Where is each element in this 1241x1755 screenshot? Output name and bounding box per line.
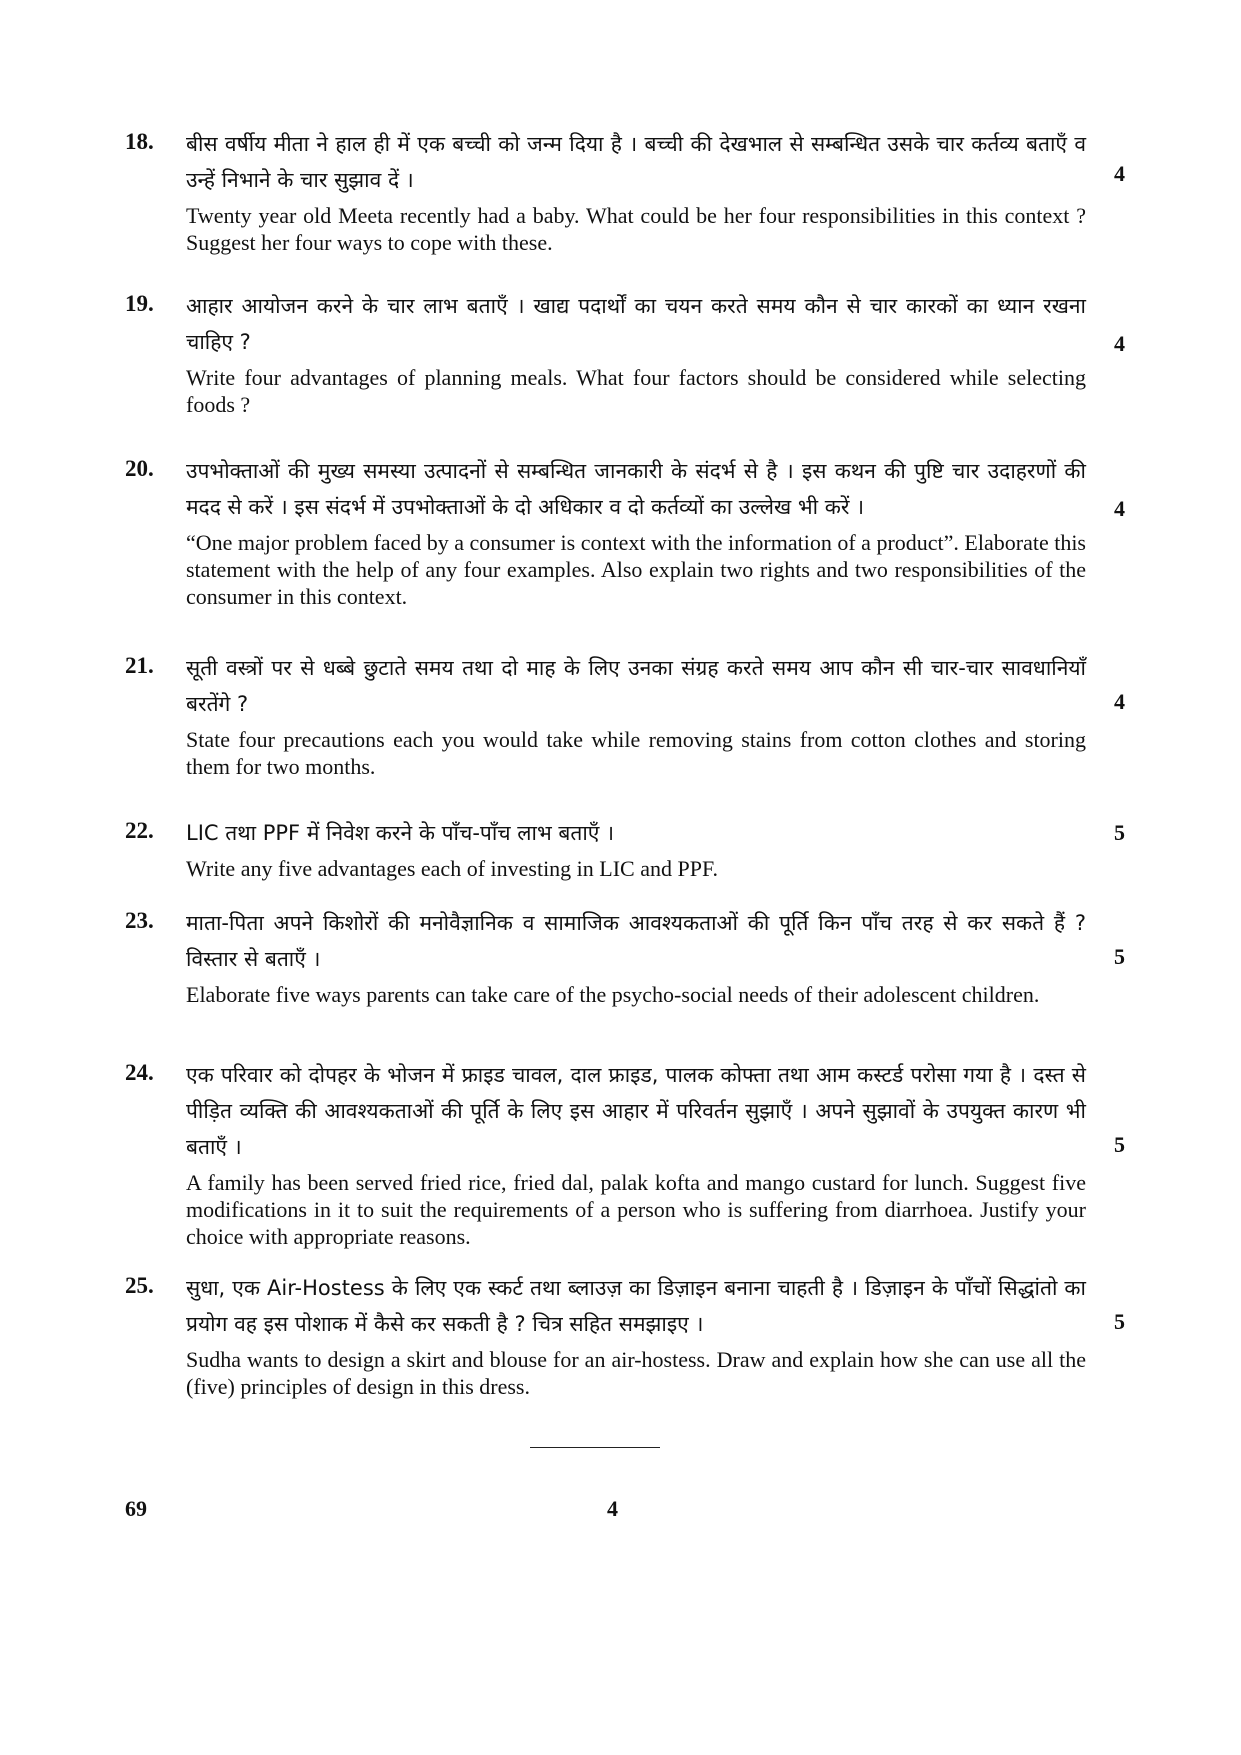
question-text-english: Sudha wants to design a skirt and blouse for an air-hostess. Draw and explain how she can use all the (five) principles of design in this dress. — [186, 1347, 1086, 1399]
question-marks: 5 — [1114, 1309, 1125, 1334]
end-rule — [530, 1447, 660, 1448]
question-text-hindi: माता-पिता अपने किशोरों की मनोवैज्ञानिक व सामाजिक आवश्यकताओं की पूर्ति किन पाँच तरह से कर सकते हैं ? विस्तार से बताएँ । — [186, 911, 1086, 971]
question-body — [186, 1057, 1086, 1250]
question-number: 20. — [125, 456, 154, 481]
question-marks: 4 — [1114, 496, 1125, 521]
question-text-english: Elaborate five ways parents can take care of the psycho-social needs of their adolescent children. — [186, 982, 1040, 1007]
question-body — [186, 905, 1086, 1008]
question-text-hindi: आहार आयोजन करने के चार लाभ बताएँ । खाद्य पदार्थों का चयन करते समय कौन से चार कारकों का ध्यान रखना चाहिए ? — [186, 294, 1086, 354]
question-marks: 5 — [1114, 820, 1125, 845]
question-number: 23. — [125, 908, 154, 933]
question-text-english: A family has been served fried rice, fried dal, palak kofta and mango custard for lunch. Suggest five modifications in it to suit the requirements of a person who is suffering from diarrhoea. Justify your choice with appropriate reasons. — [186, 1170, 1086, 1249]
question-marks: 4 — [1114, 689, 1125, 714]
question-number: 18. — [125, 129, 154, 154]
question-number: 22. — [125, 818, 154, 843]
question-marks: 5 — [1114, 1132, 1125, 1157]
question-number: 19. — [125, 291, 154, 316]
question-text-english: State four precautions each you would take while removing stains from cotton clothes and storing them for two months. — [186, 727, 1086, 779]
question-body — [186, 288, 1086, 418]
question-body — [186, 453, 1086, 610]
paper-code: 69 — [125, 1496, 147, 1521]
question-marks: 5 — [1114, 944, 1125, 969]
question-text-hindi: बीस वर्षीय मीता ने हाल ही में एक बच्ची को जन्म दिया है । बच्ची की देखभाल से सम्बन्धित उसके चार कर्तव्य बताएँ व उन्हें निभाने के चार सुझाव दें । — [186, 132, 1086, 192]
question-number: 21. — [125, 653, 154, 678]
question-body — [186, 650, 1086, 780]
question-body — [186, 815, 1086, 882]
page-number: 4 — [607, 1496, 618, 1521]
question-body — [186, 126, 1086, 256]
question-text-english: Twenty year old Meeta recently had a baby. What could be her four responsibilities in this context ? Suggest her four ways to cope with these. — [186, 203, 1086, 255]
question-text-english: “One major problem faced by a consumer is context with the information of a product”. Elaborate this statement with the help of any four examples. Also explain two rights and two responsibilities of the consumer in this context. — [186, 530, 1086, 609]
question-text-hindi: सुधा, एक Air-Hostess के लिए एक स्कर्ट तथा ब्लाउज़ का डिज़ाइन बनाना चाहती है । डिज़ाइन के पाँचों सिद्धांतो का प्रयोग वह इस पोशाक में कैसे कर सकती है ? चित्र सहित समझाइए । — [186, 1276, 1086, 1336]
question-number: 24. — [125, 1060, 154, 1085]
question-text-hindi: एक परिवार को दोपहर के भोजन में फ्राइड चावल, दाल फ्राइड, पालक कोफ्ता तथा आम कस्टर्ड परोसा गया है । दस्त से पीड़ित व्यक्ति की आवश्यकताओं की पूर्ति के लिए इस आहार में परिवर्तन सुझाएँ । अपने सुझावों के उपयुक्त कारण भी बताएँ । — [186, 1063, 1086, 1159]
question-number: 25. — [125, 1273, 154, 1298]
question-body — [186, 1270, 1086, 1400]
question-text-hindi: LIC तथा PPF में निवेश करने के पाँच-पाँच लाभ बताएँ । — [186, 821, 615, 845]
question-marks: 4 — [1114, 161, 1125, 186]
question-marks: 4 — [1114, 331, 1125, 356]
question-text-hindi: सूती वस्त्रों पर से धब्बे छुटाते समय तथा दो माह के लिए उनका संग्रह करते समय आप कौन सी चार-चार सावधानियाँ बरतेंगे ? — [186, 656, 1086, 716]
question-text-hindi: उपभोक्ताओं की मुख्य समस्या उत्पादनों से सम्बन्धित जानकारी के संदर्भ से है । इस कथन की पुष्टि चार उदाहरणों की मदद से करें । इस संदर्भ में उपभोक्ताओं के दो अधिकार व दो कर्तव्यों का उल्लेख भी करें । — [186, 459, 1086, 519]
question-text-english: Write any five advantages each of investing in LIC and PPF. — [186, 856, 718, 881]
question-text-english: Write four advantages of planning meals. What four factors should be considered while selecting foods ? — [186, 365, 1086, 417]
